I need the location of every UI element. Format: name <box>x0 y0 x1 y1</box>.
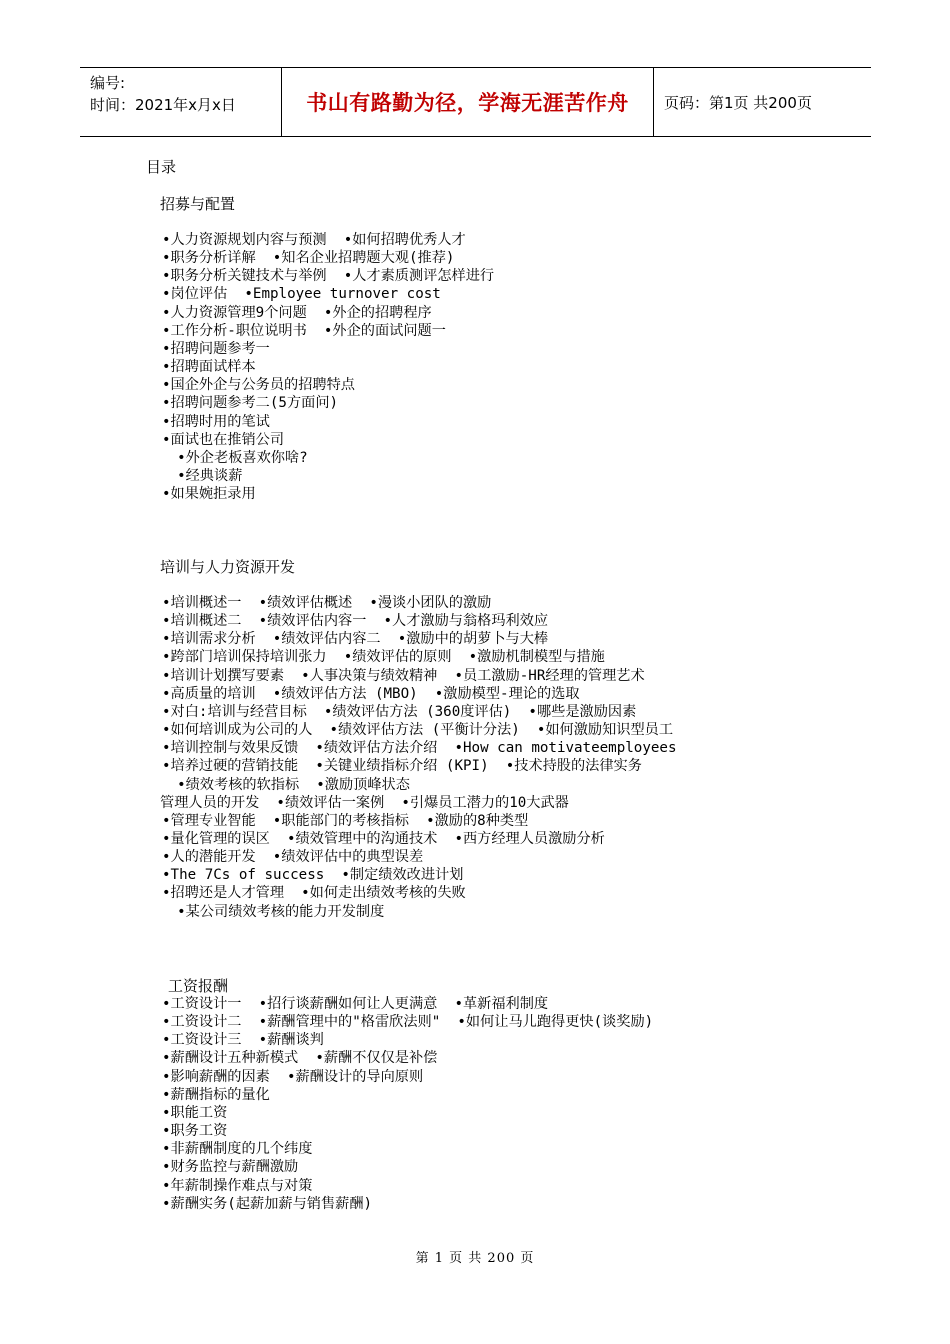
page-footer: 第 1 页 共 200 页 <box>415 1251 535 1266</box>
document-date: 时间：2021年x月x日 <box>90 96 236 114</box>
list-item: •财务监控与薪酬激励 <box>162 1159 299 1175</box>
list-item: •工资设计三 •薪酬谈判 <box>162 1032 324 1048</box>
list-item: •对白:培训与经营目标 •绩效评估方法 (360度评估) •哪些是激励因素 <box>162 704 637 720</box>
list-item: •非薪酬制度的几个纬度 <box>162 1141 313 1157</box>
list-item: •培训概述一 •绩效评估概述 •漫谈小团队的激励 <box>162 595 492 611</box>
list-item: •职务分析关键技术与举例 •人才素质测评怎样进行 <box>162 268 495 284</box>
list-item: •人力资源规划内容与预测 •如何招聘优秀人才 <box>162 232 466 248</box>
section-heading: 招募与配置 <box>160 195 236 213</box>
list-item: •培训控制与效果反馈 •绩效评估方法介绍 •How can motivateemployees <box>162 740 677 756</box>
list-item: •岗位评估 •Employee turnover cost <box>162 286 441 302</box>
list-item: •薪酬设计五种新模式 •薪酬不仅仅是补偿 <box>162 1050 438 1066</box>
list-item: •培训需求分析 •绩效评估内容二 •激励中的胡萝卜与大棒 <box>162 631 549 647</box>
list-item: •某公司绩效考核的能力开发制度 <box>160 904 385 920</box>
list-item: •招聘问题参考一 <box>162 341 270 357</box>
list-item: •培训概述二 •绩效评估内容一 •人才激励与翁格玛利效应 <box>162 613 549 629</box>
list-item: •高质量的培训 •绩效评估方法 (MBO) •激励模型-理论的选取 <box>162 686 580 702</box>
list-item: •如果婉拒录用 <box>162 486 256 502</box>
list-item: 管理人员的开发 •绩效评估一案例 •引爆员工潜力的10大武器 <box>160 795 569 811</box>
list-item: •国企外企与公务员的招聘特点 <box>162 377 355 393</box>
list-item: •工作分析-职位说明书 •外企的面试问题一 <box>162 323 446 339</box>
section-heading: 培训与人力资源开发 <box>160 558 296 576</box>
header-motto: 书山有路勤为径，学海无涯苦作舟 <box>282 68 654 136</box>
list-item: •如何培训成为公司的人 •绩效评估方法 (平衡计分法) •如何激励知识型员工 <box>162 722 674 738</box>
list-item: •招聘面试样本 <box>162 359 256 375</box>
section-heading: 工资报酬 <box>168 977 229 995</box>
toc-title: 目录 <box>146 158 177 176</box>
list-item: •职务分析详解 •知名企业招聘题大观(推荐) <box>162 250 455 266</box>
list-item: •培养过硬的营销技能 •关键业绩指标介绍 (KPI) •技术持股的法律实务 <box>162 758 642 774</box>
list-item: •面试也在推销公司 <box>162 432 285 448</box>
list-item: •外企老板喜欢你啥? <box>160 450 308 466</box>
list-item: •薪酬指标的量化 <box>162 1087 270 1103</box>
document-number-label: 编号: <box>90 74 126 92</box>
list-item: •管理专业智能 •职能部门的考核指标 •激励的8种类型 <box>162 813 529 829</box>
list-item: •职能工资 <box>162 1105 228 1121</box>
list-item: •薪酬实务(起薪加薪与销售薪酬) <box>162 1196 373 1212</box>
list-item: •工资设计一 •招行谈薪酬如何让人更满意 •革新福利制度 <box>162 996 549 1012</box>
list-item: •绩效考核的软指标 •激励顶峰状态 <box>160 777 410 793</box>
list-item: •工资设计二 •薪酬管理中的"格雷欣法则" •如何让马儿跑得更快(谈奖励) <box>162 1014 654 1030</box>
list-item: •年薪制操作难点与对策 <box>162 1178 313 1194</box>
list-item: •量化管理的误区 •绩效管理中的沟通技术 •西方经理人员激励分析 <box>162 831 605 847</box>
header-page-code: 页码：第1页 共200页 <box>664 93 812 112</box>
header-meta <box>80 68 282 136</box>
list-item: •跨部门培训保持培训张力 •绩效评估的原则 •激励机制模型与措施 <box>162 649 605 665</box>
list-item: •职务工资 <box>162 1123 228 1139</box>
list-item: •影响薪酬的因素 •薪酬设计的导向原则 <box>162 1069 424 1085</box>
list-item: •招聘问题参考二(5方面问) <box>162 395 339 411</box>
list-item: •The 7Cs of success •制定绩效改进计划 <box>162 867 464 883</box>
page-header <box>80 67 871 137</box>
list-item: •培训计划撰写要素 •人事决策与绩效精神 •员工激励-HR经理的管理艺术 <box>162 668 645 684</box>
list-item: •招聘还是人才管理 •如何走出绩效考核的失败 <box>162 885 466 901</box>
list-item: •经典谈薪 <box>160 468 243 484</box>
list-item: •人力资源管理9个问题 •外企的招聘程序 <box>162 305 432 321</box>
list-item: •招聘时用的笔试 <box>162 414 270 430</box>
list-item: •人的潜能开发 •绩效评估中的典型误差 <box>162 849 424 865</box>
